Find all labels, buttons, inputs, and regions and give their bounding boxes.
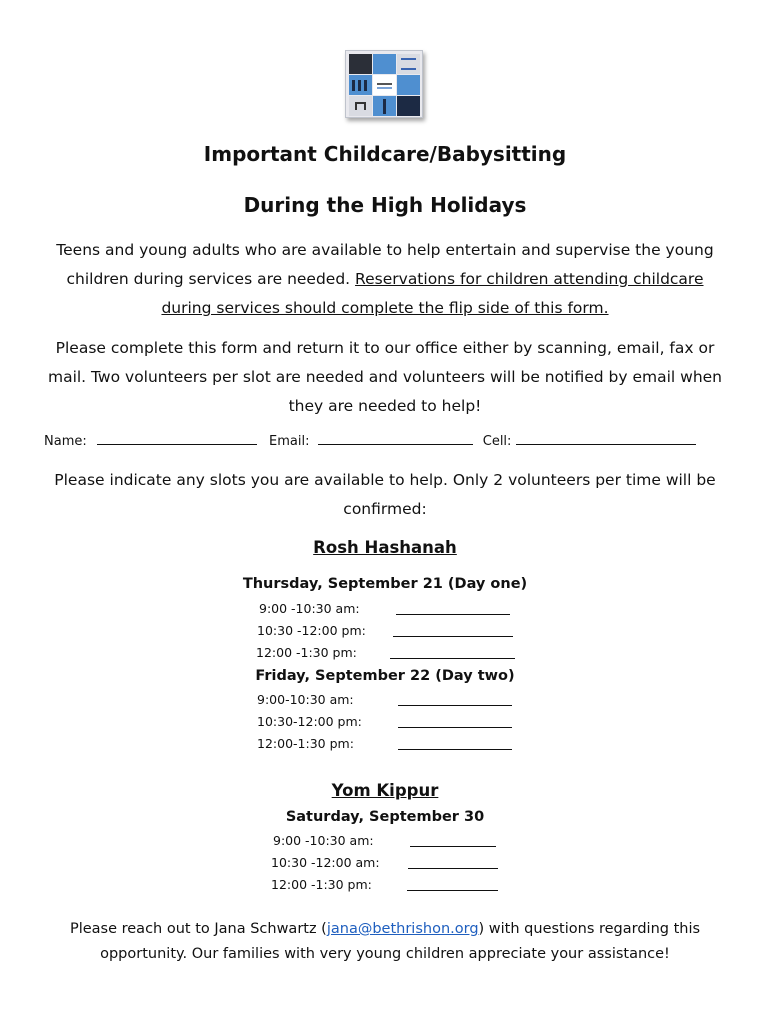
rh-day1-label: Thursday, September 21 (Day one): [242, 576, 528, 592]
logo-tile-people-icon: [349, 75, 372, 95]
logo-tile-flag-icon: [397, 54, 420, 74]
logo-tile-blue-2: [397, 75, 420, 95]
logo-tile-center: [373, 75, 396, 95]
footer-text-after: ) with questions regarding this opportunity. Our families with very young children appreciate your assistance!: [100, 921, 701, 962]
slots-intro: Please indicate any slots you are available to help. Only 2 volunteers per time will be confirmed:: [54, 471, 716, 518]
rosh-hashanah-heading: Rosh Hashanah: [313, 538, 457, 557]
rh-day1-slot3-time: 12:00 -1:30 pm:: [256, 645, 357, 660]
email-field[interactable]: [318, 432, 473, 445]
rh-day1-slot1-signup[interactable]: [396, 614, 510, 615]
yk-slot3-signup[interactable]: [407, 890, 498, 891]
logo-tile-blue: [373, 54, 396, 74]
contact-fields-row: [44, 432, 744, 449]
yk-slot2-time: 10:30 -12:00 am:: [271, 855, 380, 870]
email-label: Email:: [269, 434, 310, 449]
yom-kippur-heading: Yom Kippur: [331, 781, 439, 800]
name-field[interactable]: [97, 432, 257, 445]
cell-field[interactable]: [516, 432, 696, 445]
page-title-line2: During the High Holidays: [243, 193, 527, 217]
intro-underlined-note: Reservations for children attending childcare during services should complete the flip side of this form.: [161, 270, 704, 317]
logo-tile-dark: [397, 96, 420, 116]
logo-tile-torah-icon: [349, 54, 372, 74]
rh-day2-slot2-signup[interactable]: [398, 727, 512, 728]
rh-day1-slot1-time: 9:00 -10:30 am:: [259, 601, 360, 616]
page-title-line1: Important Childcare/Babysitting: [203, 142, 567, 166]
rh-day2-slot3-signup[interactable]: [398, 749, 512, 750]
cell-label: Cell:: [482, 434, 512, 449]
rh-day2-slot1-signup[interactable]: [398, 705, 512, 706]
yk-slot1-time: 9:00 -10:30 am:: [273, 833, 374, 848]
rh-day2-slot1-time: 9:00-10:30 am:: [257, 692, 354, 707]
instructions-paragraph: Please complete this form and return it to our office either by scanning, email, fax or mail. Two volunteers per slot are needed and volunteers will be notified by email when they are needed to help!: [47, 339, 723, 415]
footer-text-before: Please reach out to Jana Schwartz (: [69, 921, 327, 937]
logo-tile-hebrew-icon: [349, 96, 372, 116]
logo-tile-figure-icon: [373, 96, 396, 116]
rh-day1-slot3-signup[interactable]: [390, 658, 515, 659]
synagogue-logo: [345, 50, 423, 118]
yk-day-label: Saturday, September 30: [285, 809, 485, 825]
contact-footer: [42, 917, 728, 967]
yk-slot1-signup[interactable]: [410, 846, 496, 847]
rh-day2-slot3-time: 12:00-1:30 pm:: [257, 736, 354, 751]
rh-day1-slot2-signup[interactable]: [393, 636, 513, 637]
rh-day1-slot2-time: 10:30 -12:00 pm:: [257, 623, 366, 638]
intro-paragraph: [42, 236, 728, 323]
yk-slot2-signup[interactable]: [408, 868, 498, 869]
name-label: Name:: [44, 434, 87, 449]
rh-day2-label: Friday, September 22 (Day two): [255, 668, 515, 684]
intro-text: Teens and young adults who are available to help entertain and supervise the young children during services are needed.: [56, 241, 714, 288]
rh-day2-slot2-time: 10:30-12:00 pm:: [257, 714, 362, 729]
yk-slot3-time: 12:00 -1:30 pm:: [271, 877, 372, 892]
contact-email-link[interactable]: jana@bethrishon.org: [326, 921, 479, 937]
